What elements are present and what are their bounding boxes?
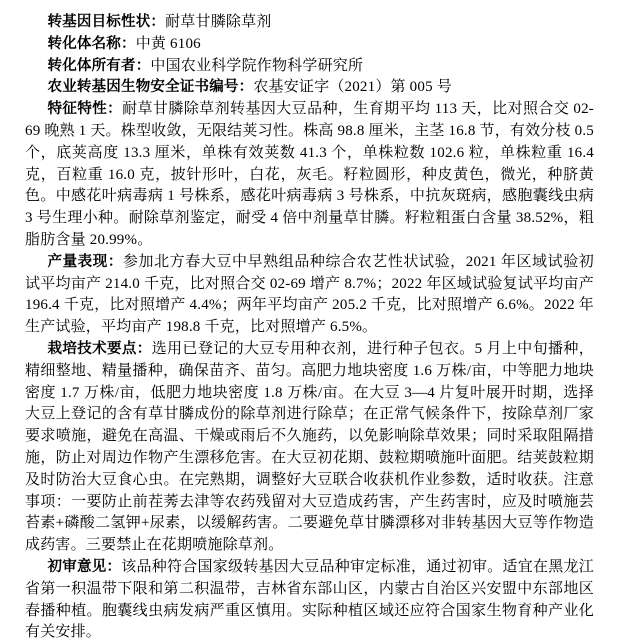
paragraph-transgene-target-trait <box>25 12 594 34</box>
transgene-target-trait-value: 耐草甘膦除草剂 <box>165 14 272 30</box>
transformant-owner-value: 中国农业科学院作物科学研究所 <box>150 57 364 74</box>
paragraph-characteristics <box>25 99 594 252</box>
transformant-owner-label: 转化体所有者： <box>47 57 151 74</box>
cultivation-key-points-value: 选用已登记的大豆专用种衣剂，进行种子包衣。5 月上中旬播种，精细整地、精量播种，确保苗齐、苗匀。高肥力地块密度 1.6 万株/亩，中等肥力地块密度 1.7 万株/亩，低肥力地块密度 1.8 万株/亩。在大豆 3—4 片复叶展开时期，选择大豆上登记的含有草甘膦成份的除草剂进行除草；在正常气候条件下，按除草剂厂家要求喷施，避免在高温、干燥或雨后不久施药，以免影响除草效果；同时采取阻隔措施，防止对周边作物产生漂移危害。在大豆初花期、鼓粒期喷施叶面肥。结荚鼓粒期及时防治大豆食心虫。在完熟期，调整好大豆联合收获机作业参数，适时收获。注意事项：一要防止前茬莠去津等农药残留对大豆造成药害，产生药害时，应及时喷施芸苔素+磷酸二氢钾+尿素，以缓解药害。二要避免草甘膦漂移对非转基因大豆等作物造成药害。三要禁止在花期喷施除草剂。 <box>25 340 594 554</box>
paragraph-yield-performance <box>25 252 594 339</box>
paragraph-initial-review-opinion <box>25 557 594 644</box>
initial-review-opinion-label: 初审意见： <box>47 558 122 575</box>
characteristics-value: 耐草甘膦除草剂转基因大豆品种，生育期平均 113 天，比对照合交 02-69 晚熟 1 天。株型收敛，无限结荚习性。株高 98.8 厘米，主茎 16.8 节，有效分枝 0.5 个，底荚高度 13.3 厘米，单株有效荚数 41.3 个，单株粒数 102.6 粒，单株粒重 16.4 克，百粒重 16.0 克，披针形叶，白花，灰毛。籽粒圆形，种皮黄色，微光，种脐黄色。中感花叶病毒病 1 号株系，感花叶病毒病 3 号株系，中抗灰斑病，感胞囊线虫病 3 号生理小种。耐除草剂鉴定，耐受 4 倍中剂量草甘膦。籽粒粗蛋白含量 38.52%，粗脂肪含量 20.99%。 <box>25 101 594 248</box>
cultivation-key-points-label: 栽培技术要点： <box>47 340 152 357</box>
yield-performance-label: 产量表现： <box>47 253 123 270</box>
transgene-target-trait-label: 转基因目标性状： <box>47 14 166 30</box>
characteristics-label: 特征特性： <box>47 101 123 118</box>
paragraph-cultivation-key-points <box>25 339 594 557</box>
initial-review-opinion-value: 该品种符合国家级转基因大豆品种审定标准，通过初审。适宜在黑龙江省第一积温带下限和第二积温带，吉林省东部山区，内蒙古自治区兴安盟中东部地区春播种植。胞囊线虫病发病严重区慎用。实际种植区域还应符合国家生物育种产业化有关安排。 <box>25 558 594 641</box>
transformant-name-label: 转化体名称： <box>47 35 136 52</box>
yield-performance-value: 参加北方春大豆中早熟组品种综合农艺性状试验，2021 年区域试验初试平均亩产 214.0 千克，比对照合交 02-69 增产 8.7%；2022 年区域试验复试平均亩产 196.4 千克，比对照增产 4.4%；两年平均亩产 205.2 千克，比对照增产 6.6%。2022 年生产试验，平均亩产 198.8 千克，比对照增产 6.5%。 <box>25 253 595 336</box>
biosafety-certificate-number-label: 农业转基因生物安全证书编号： <box>47 79 254 96</box>
transformant-name-value: 中黄 6106 <box>135 35 201 52</box>
biosafety-certificate-number-value: 农基安证字（2021）第 005 号 <box>253 79 452 96</box>
paragraph-biosafety-certificate-number <box>25 77 594 99</box>
paragraph-transformant-name <box>25 34 594 56</box>
paragraph-transformant-owner <box>25 56 594 78</box>
